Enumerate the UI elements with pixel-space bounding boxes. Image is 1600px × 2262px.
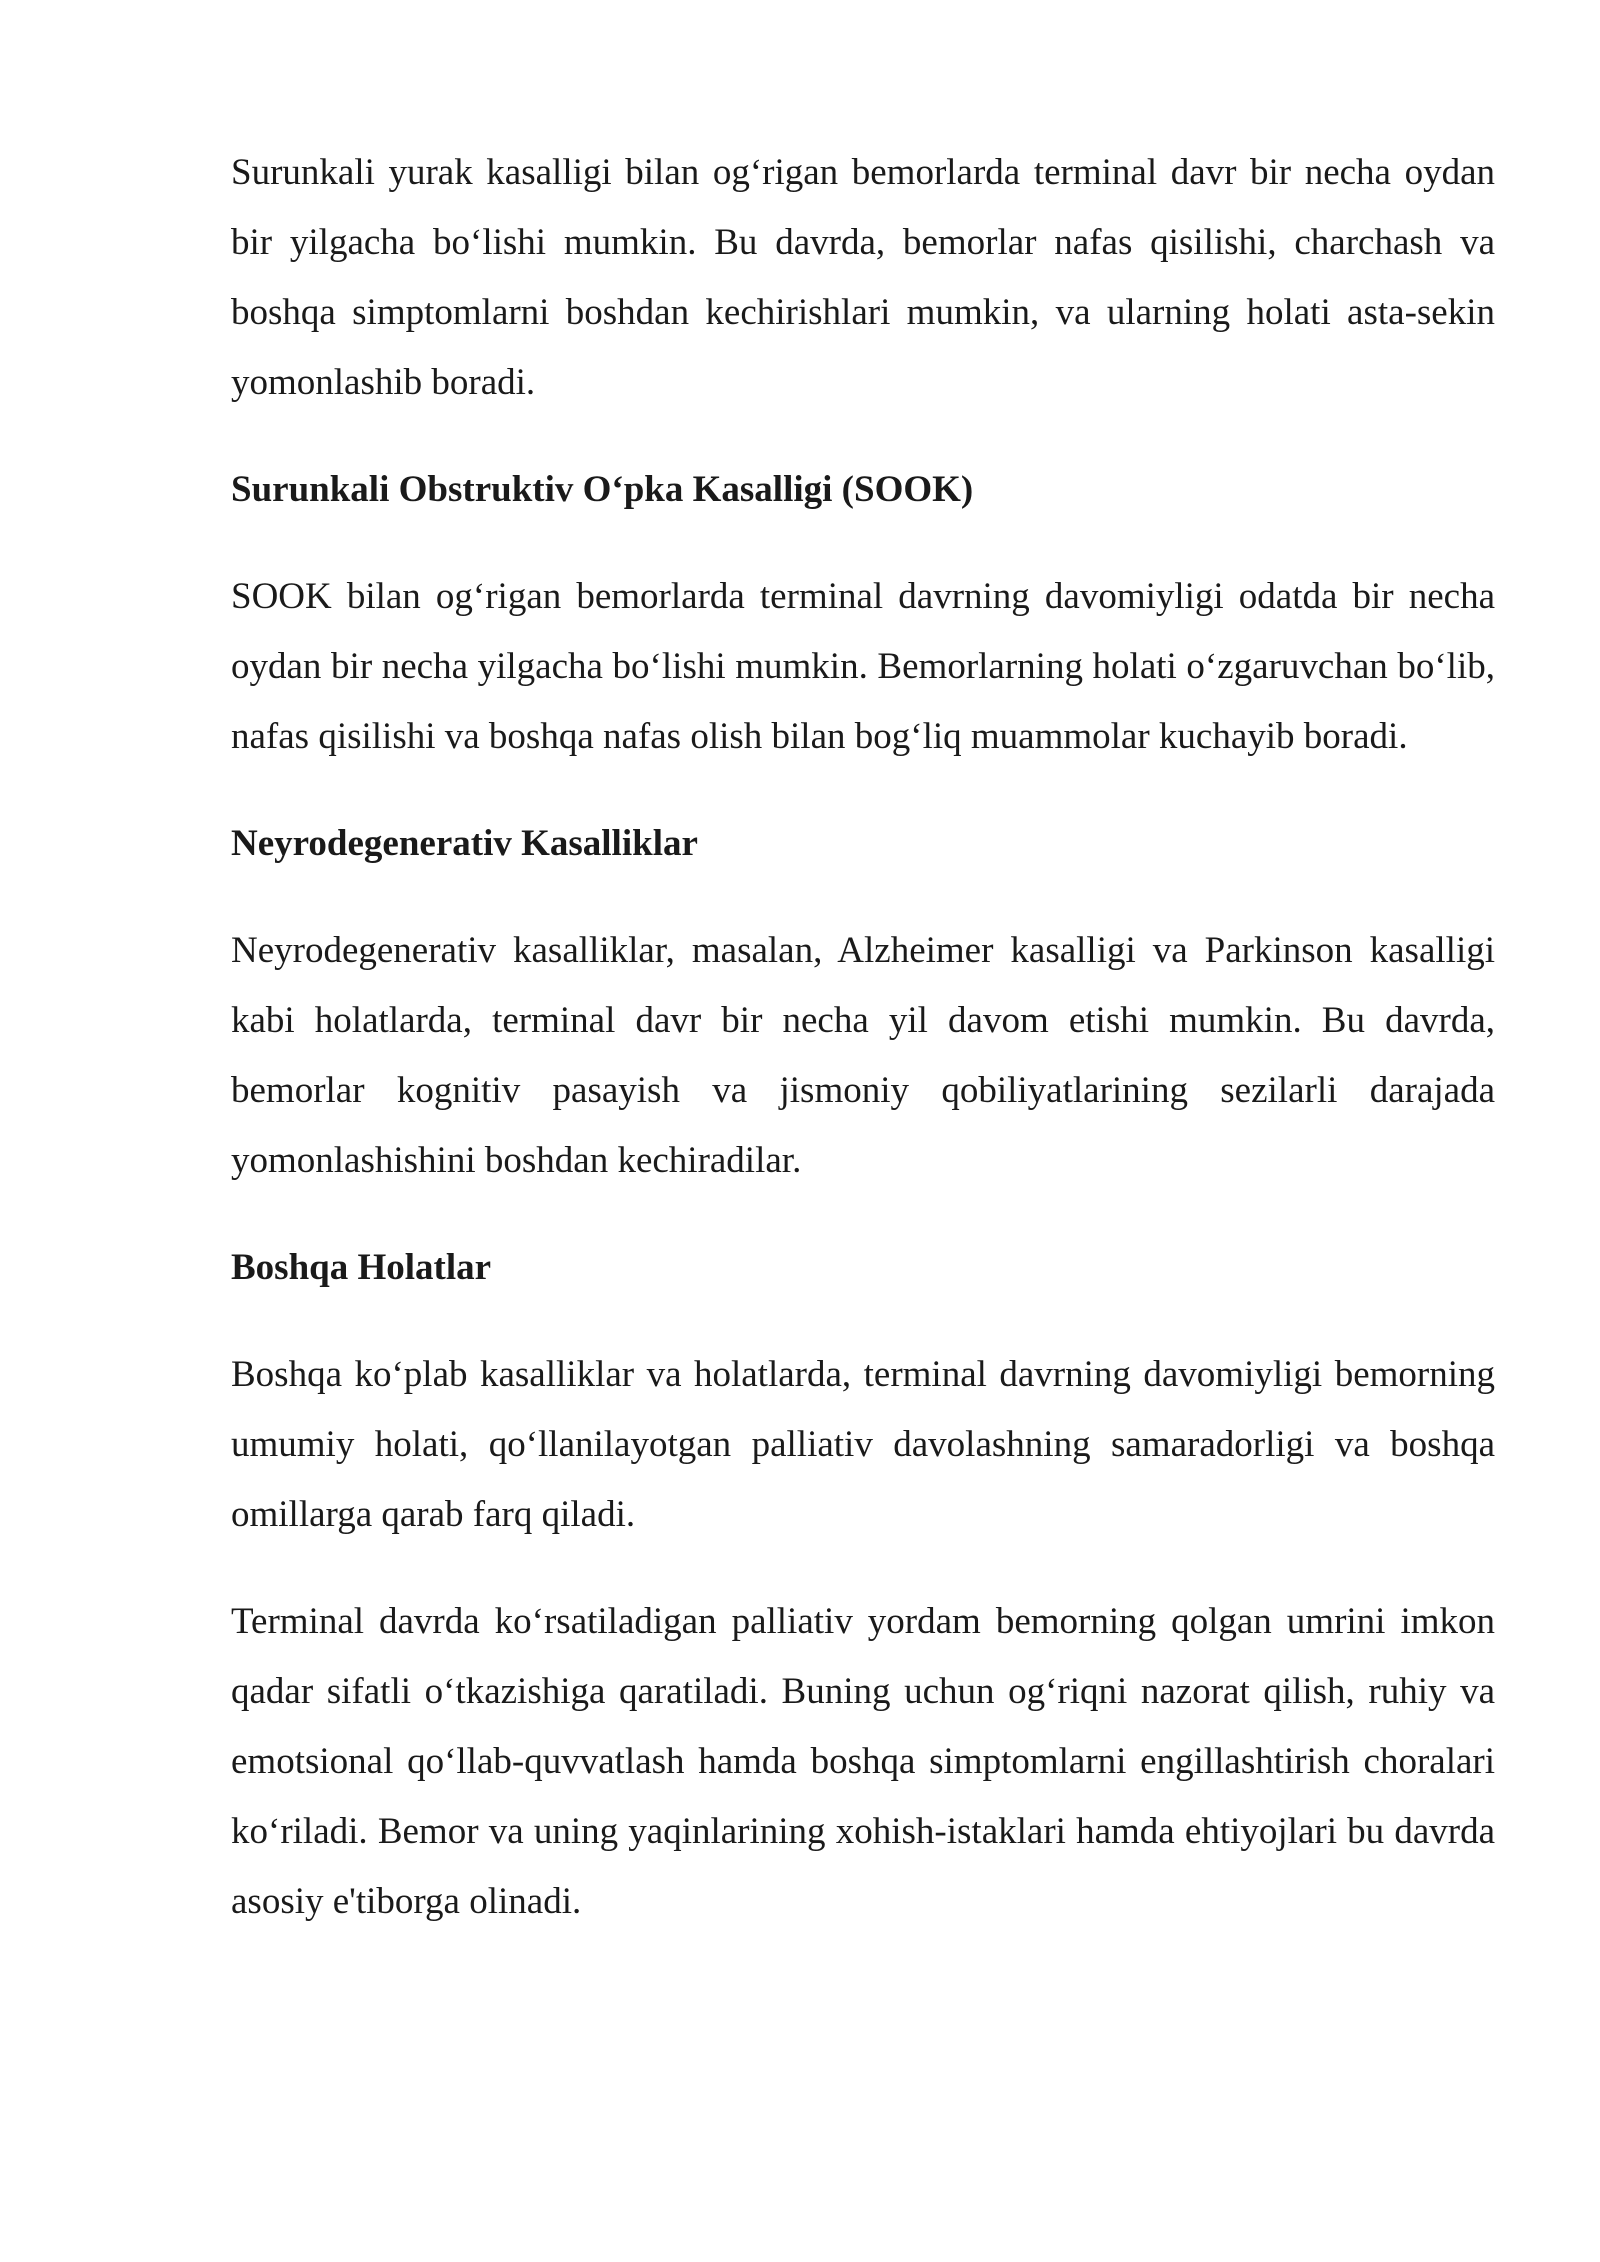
paragraph-palliative-care: Terminal davrda ko‘rsatiladigan palliativ yordam bemorning qolgan umrini imkon qadar sifatli o‘tkazishiga qaratiladi. Buning uchun og‘riqni nazorat qilish, ruhiy va emotsional qo‘llab-quvvatlash hamda boshqa simptomlarni engillashtirish choralari ko‘riladi. Bemor va uning yaqinlarining xohish-istaklari hamda ehtiyojlari bu davrda asosiy e'tiborga olinadi. bbox=[231, 1601, 1495, 1922]
paragraph-copd: SOOK bilan og‘rigan bemorlarda terminal davrning davomiyligi odatda bir necha oydan bir necha yilgacha bo‘lishi mumkin. Bemorlarning holati o‘zgaruvchan bo‘lib, nafas qisilishi va boshqa nafas olish bilan bog‘liq muammolar kuchayib boradi. bbox=[231, 576, 1495, 757]
heading-neurodegenerative: Neyrodegenerativ Kasalliklar bbox=[231, 823, 698, 864]
heading-copd: Surunkali Obstruktiv O‘pka Kasalligi (SOOK) bbox=[231, 469, 974, 510]
paragraph-heart-disease: Surunkali yurak kasalligi bilan og‘rigan bemorlarda terminal davr bir necha oydan bir yilgacha bo‘lishi mumkin. Bu davrda, bemorlar nafas qisilishi, charchash va boshqa simptomlarni boshdan kechirishlari mumkin, va ularning holati asta-sekin yomonlashib boradi. bbox=[231, 152, 1495, 403]
paragraph-neurodegenerative: Neyrodegenerativ kasalliklar, masalan, Alzheimer kasalligi va Parkinson kasalligi kabi holatlarda, terminal davr bir necha yil davom etishi mumkin. Bu davrda, bemorlar kognitiv pasayish va jismoniy qobiliyatlarining sezilarli darajada yomonlashishini boshdan kechiradilar. bbox=[231, 930, 1495, 1181]
document-page bbox=[231, 138, 1495, 1974]
heading-other-conditions: Boshqa Holatlar bbox=[231, 1247, 492, 1288]
paragraph-other-conditions: Boshqa ko‘plab kasalliklar va holatlarda, terminal davrning davomiyligi bemorning umumiy holati, qo‘llanilayotgan palliativ davolashning samaradorligi va boshqa omillarga qarab farq qiladi. bbox=[231, 1354, 1495, 1535]
